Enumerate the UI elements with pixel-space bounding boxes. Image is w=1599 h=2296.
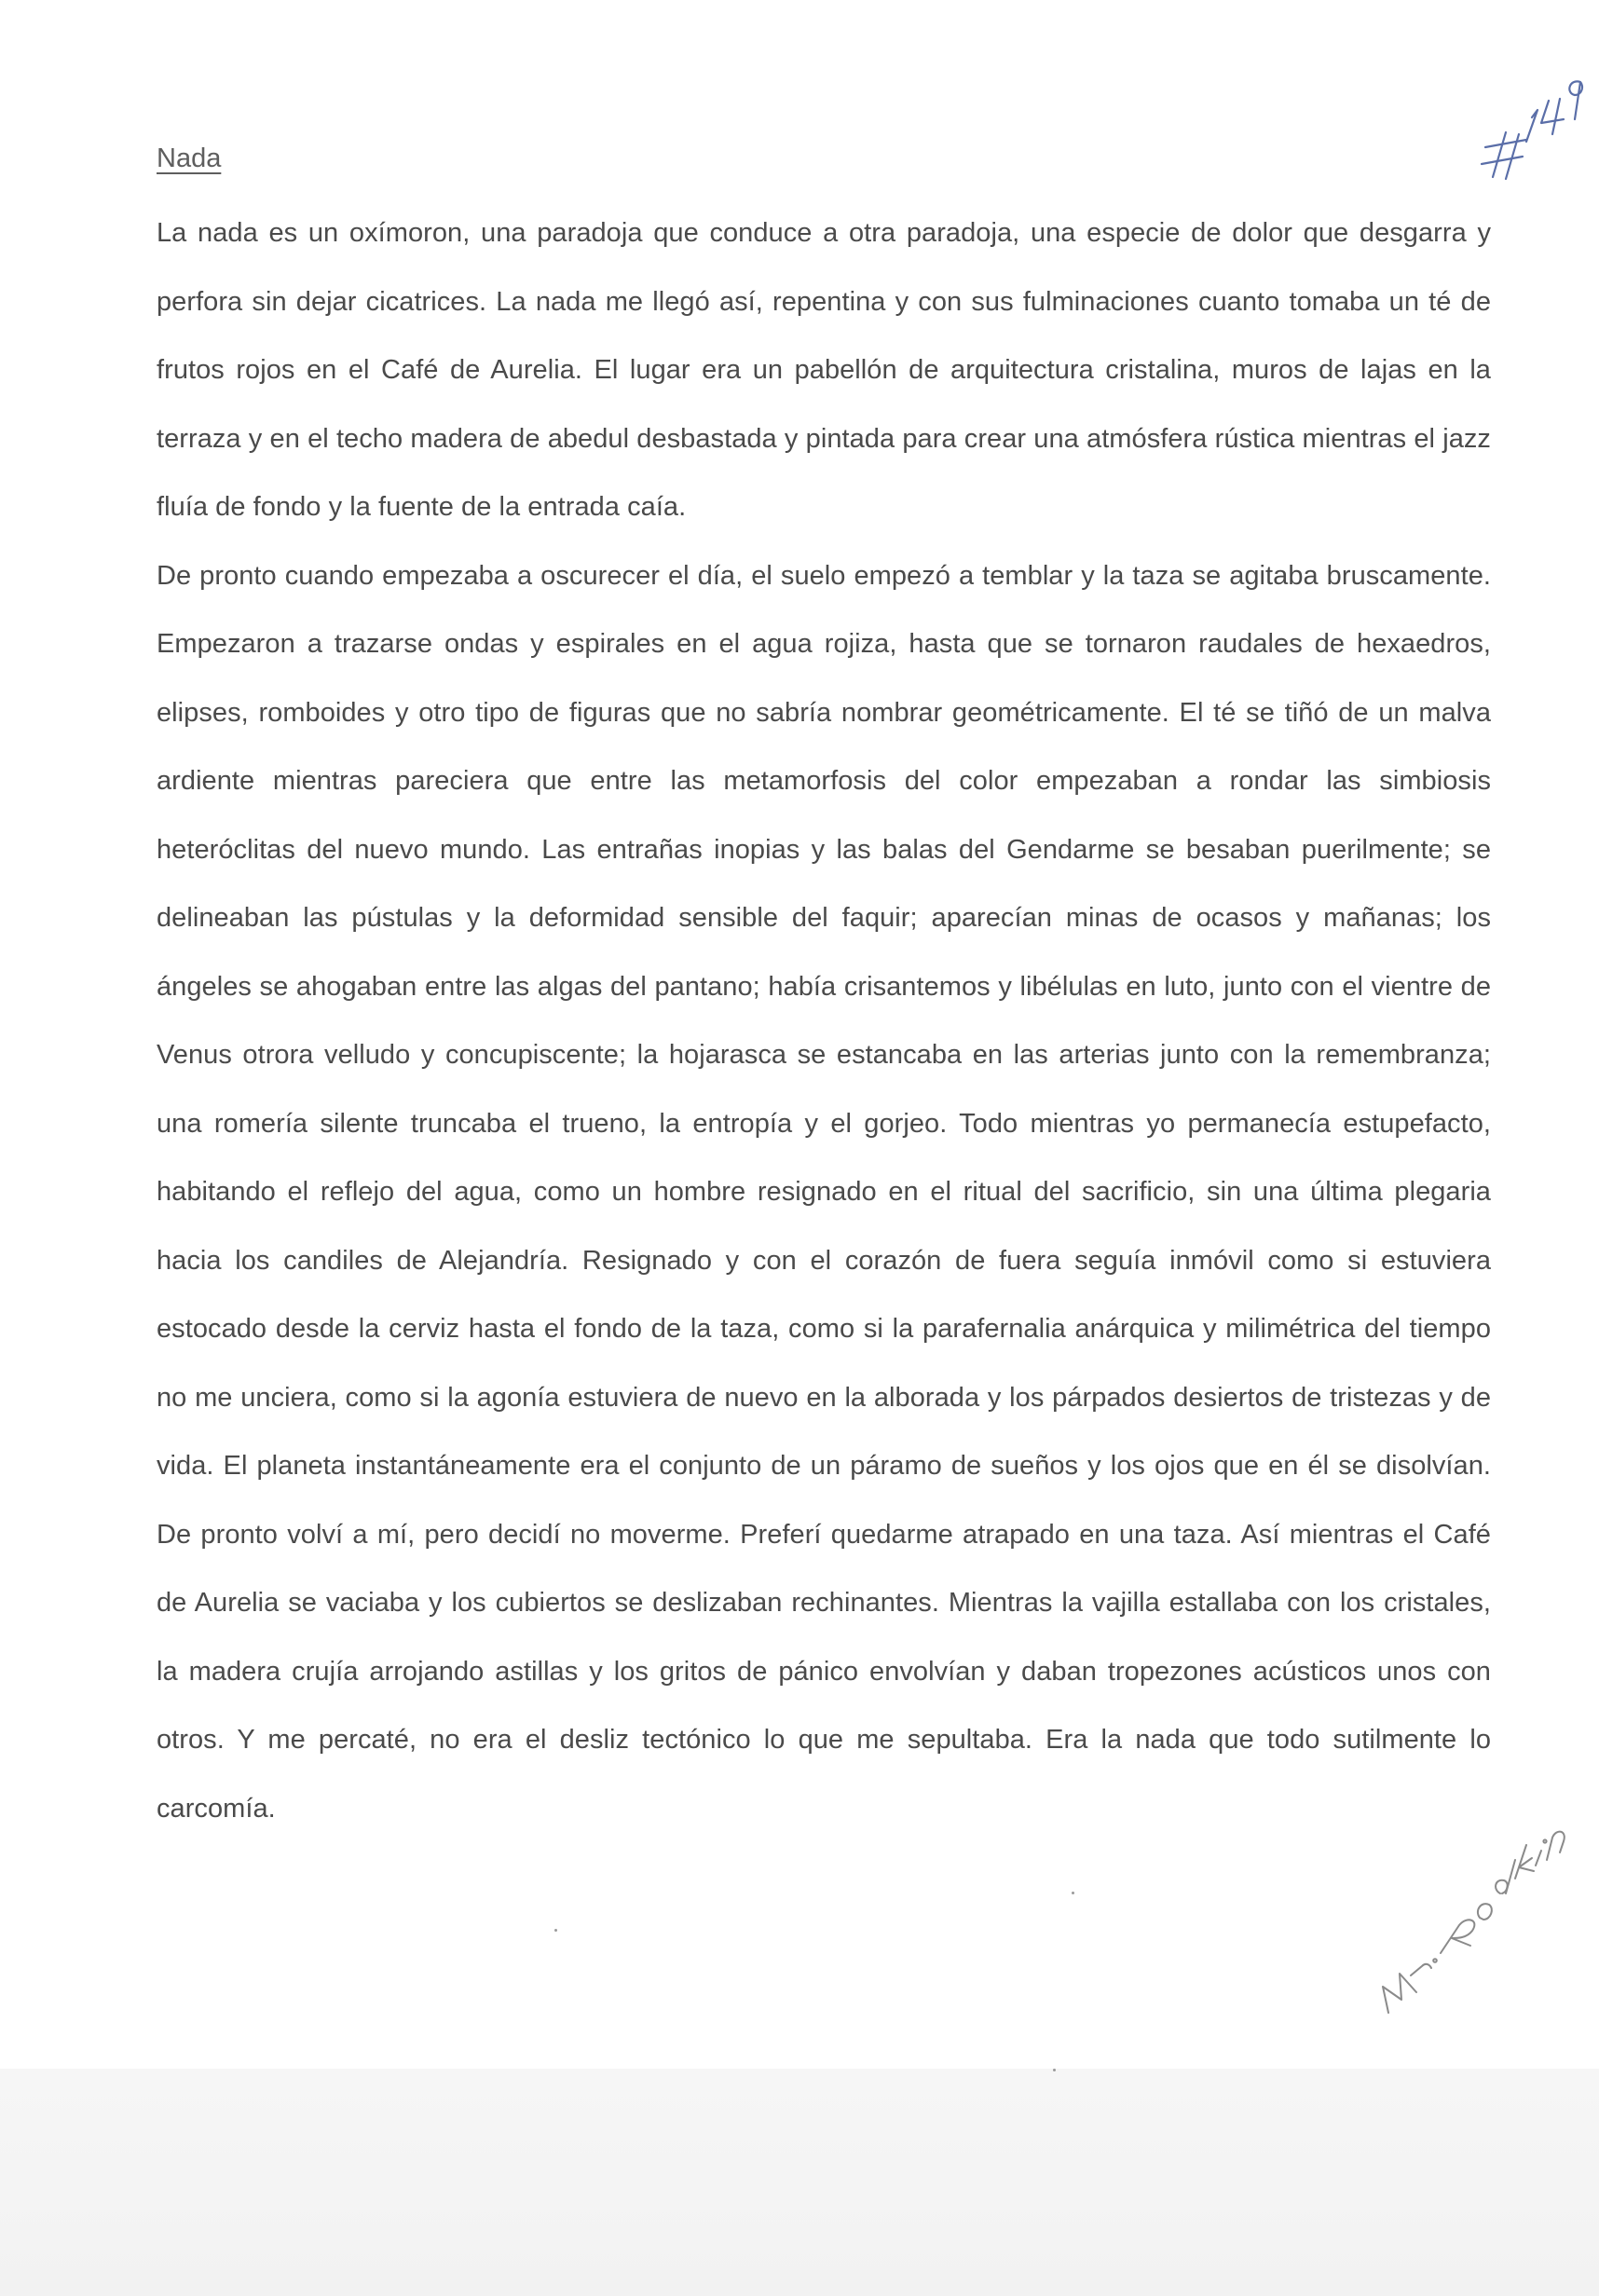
scan-speck	[1053, 2069, 1056, 2071]
scan-speck	[1072, 1892, 1074, 1894]
scan-background-edge	[0, 2069, 1599, 2296]
paragraph-2: De pronto cuando empezaba a oscurecer el día, el suelo empezó a temblar y la taza se agitaba bruscamente. Empezaron a trazarse ondas y espirales en el agua rojiza, hasta que se tornaron raudales de hexaedros, elipses, romboides y otro tipo de figuras que no sabría nombrar geométricamente. El té se tiñó de un malva ardiente mientras pareciera que entre las metamorfosis del color empezaban a rondar las simbiosis heteróclitas del nuevo mundo. Las entrañas inopias y las balas del Gendarme se besaban puerilmente; se delineaban las pústulas y la deformidad sensible del faquir; aparecían minas de ocasos y mañanas; los ángeles se ahogaban entre las algas del pantano; había crisantemos y libélulas en luto, junto con el vientre de Venus otrora velludo y concupiscente; la hojarasca se estancaba en las arterias junto con la remembranza; una romería silente truncaba el trueno, la entropía y el gorjeo. Todo mientras yo permanecía estupefacto, habitando el reflejo del agua, como un hombre resignado en el ritual del sacrificio, sin una última plegaria hacia los candiles de Alejandría. Resignado y con el corazón de fuera seguía inmóvil como si estuviera estocado desde la cerviz hasta el fondo de la taza, como si la parafernalia anárquica y milimétrica del tiempo no me unciera, como si la agonía estuviera de nuevo en la alborada y los párpados desiertos de tristezas y de vida. El planeta instantáneamente era el conjunto de un páramo de sueños y los ojos que en él se disolvían. De pronto volví a mí, pero decidí no moverme. Preferí quedarme atrapado en una taza. Así mientras el Café de Aurelia se vaciaba y los cubiertos se deslizaban rechinantes. Mientras la vajilla estallaba con los cristales, la madera crujía arrojando astillas y los gritos de pánico envolvían y daban tropezones acústicos unos con otros. Y me percaté, no era el desliz tectónico lo que me sepultaba. Era la nada que todo sutilmente lo carcomía.	[157, 560, 1491, 1824]
handwritten-signature	[1370, 1789, 1593, 2031]
paragraph-1: La nada es un oxímoron, una paradoja que conduce a otra paradoja, una especie de dolor que desgarra y perfora sin dejar cicatrices. La nada me llegó así, repentina y con sus fulminaciones cuanto tomaba un té de frutos rojos en el Café de Aurelia. El lugar era un pabellón de arquitectura cristalina, muros de lajas en la terraza y en el techo madera de abedul desbastada y pintada para crear una atmósfera rústica mientras el jazz fluía de fondo y la fuente de la entrada caía.	[157, 218, 1491, 522]
handwritten-number-mark	[1472, 37, 1593, 186]
document-body	[157, 140, 1491, 1843]
scan-speck	[554, 1929, 557, 1932]
document-title: Nada	[157, 144, 222, 173]
